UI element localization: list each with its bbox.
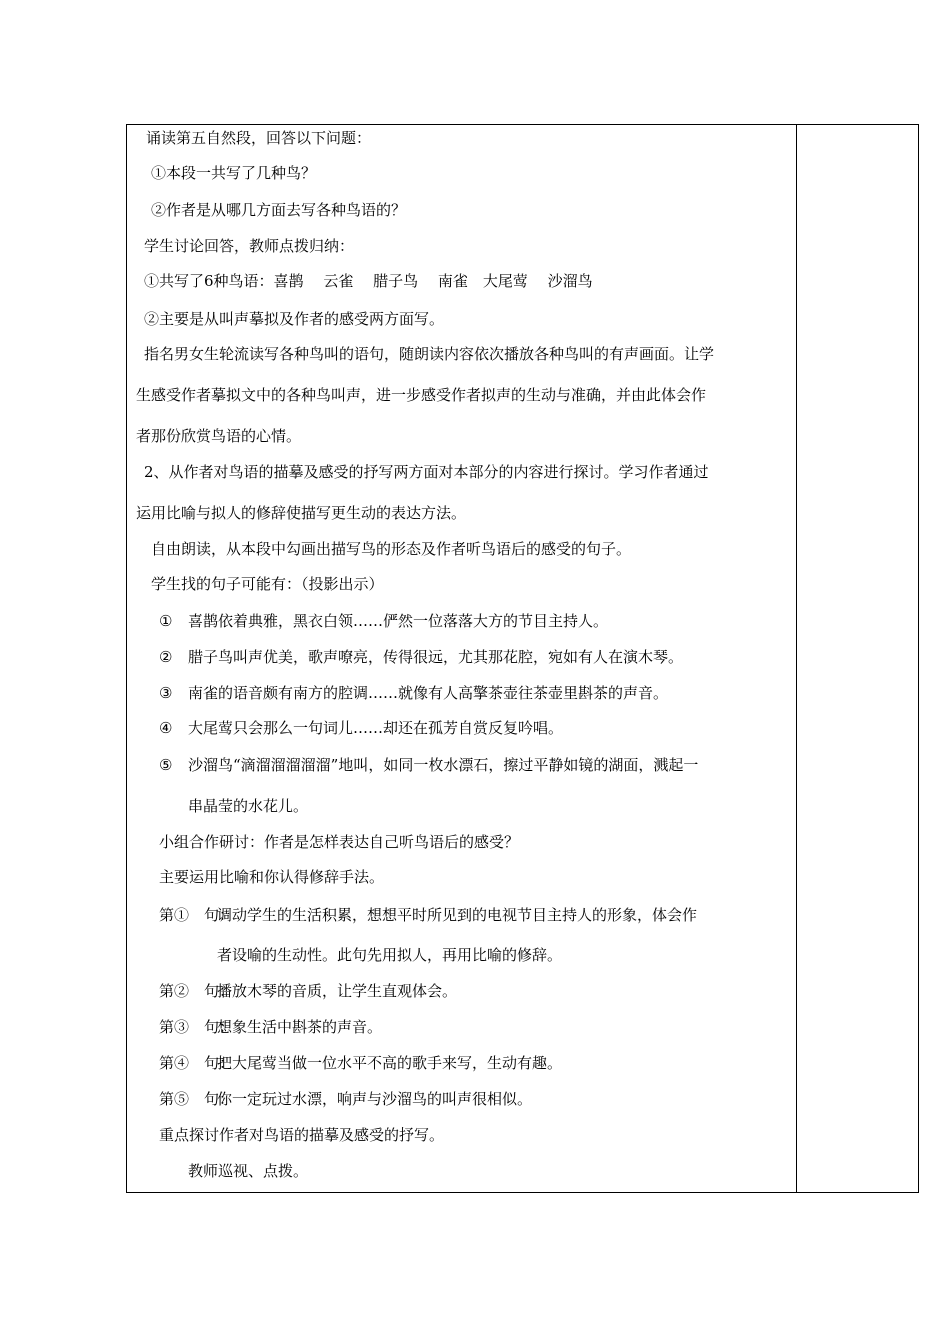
sentence-item: ④ 大尾莺只会那么一句词儿……却还在孤芳自赏反复吟唱。 [159, 719, 564, 737]
sentence-item: ⑤ 沙溜鸟“滴溜溜溜溜溜”地叫，如同一枚水漂石，擦过平静如镜的湖面，溅起一 [159, 756, 699, 774]
text-line: 重点探讨作者对鸟语的描摹及感受的抒写。 [159, 1126, 445, 1144]
analysis-item: 第⑤ 句：你一定玩过水漂，响声与沙溜鸟的叫声很相似。 [159, 1090, 533, 1108]
text-line: 诵读第五自然段，回答以下问题： [146, 129, 372, 147]
answer-1: ①共写了6种鸟语：喜鹊 云雀 腊子鸟 南雀 大尾莺 沙溜鸟 [144, 272, 593, 290]
analysis-item: 第③ 句：想象生活中斟茶的声音。 [159, 1018, 383, 1036]
sentence-item: ② 腊子鸟叫声优美，歌声嘹亮，传得很远，尤其那花腔，宛如有人在演木琴。 [159, 648, 684, 666]
analysis-item: 第① 句：调动学生的生活积累，想想平时所见到的电视节目主持人的形象，体会作 [159, 906, 698, 924]
text-line: 指名男女生轮流读写各种鸟叫的语句，随朗读内容依次播放各种鸟叫的有声画面。让学 [144, 345, 715, 363]
text-line: 学生找的句子可能有：（投影出示） [151, 575, 384, 593]
text-line: 自由朗读，从本段中勾画出描写鸟的形态及作者听鸟语后的感受的句子。 [151, 540, 632, 558]
analysis-continuation: 者设喻的生动性。此句先用拟人，再用比喻的修辞。 [217, 946, 563, 964]
question-1: ①本段一共写了几种鸟？ [151, 164, 317, 182]
text-line: 主要运用比喻和你认得修辞手法。 [159, 868, 385, 886]
answer-2: ②主要是从叫声摹拟及作者的感受两方面写。 [144, 310, 445, 328]
text-line: 小组合作研讨：作者是怎样表达自己听鸟语后的感受？ [159, 833, 520, 851]
text-line: 者那份欣赏鸟语的心情。 [136, 427, 302, 445]
question-2: ②作者是从哪几方面去写各种鸟语的？ [151, 201, 407, 219]
text-line: 教师巡视、点拨。 [188, 1162, 309, 1180]
text-line: 学生讨论回答，教师点拨归纳： [144, 237, 355, 255]
analysis-item: 第② 句：播放木琴的音质，让学生直观体会。 [159, 982, 458, 1000]
text-line: 运用比喻与拟人的修辞使描写更生动的表达方法。 [136, 504, 467, 522]
analysis-item: 第④ 句：把大尾莺当做一位水平不高的歌手来写，生动有趣。 [159, 1054, 563, 1072]
sentence-item: ① 喜鹊依着典雅，黑衣白领……俨然一位落落大方的节目主持人。 [159, 612, 609, 630]
text-line: 生感受作者摹拟文中的各种鸟叫声，进一步感受作者拟声的生动与准确，并由此体会作 [136, 386, 707, 404]
notes-cell [797, 125, 918, 1192]
text-line: 2、从作者对鸟语的描摹及感受的抒写两方面对本部分的内容进行探讨。学习作者通过 [144, 463, 709, 481]
sentence-continuation: 串晶莹的水花儿。 [188, 797, 309, 815]
sentence-item: ③ 南雀的语音颇有南方的腔调……就像有人高擎茶壶往茶壶里斟茶的声音。 [159, 684, 669, 702]
